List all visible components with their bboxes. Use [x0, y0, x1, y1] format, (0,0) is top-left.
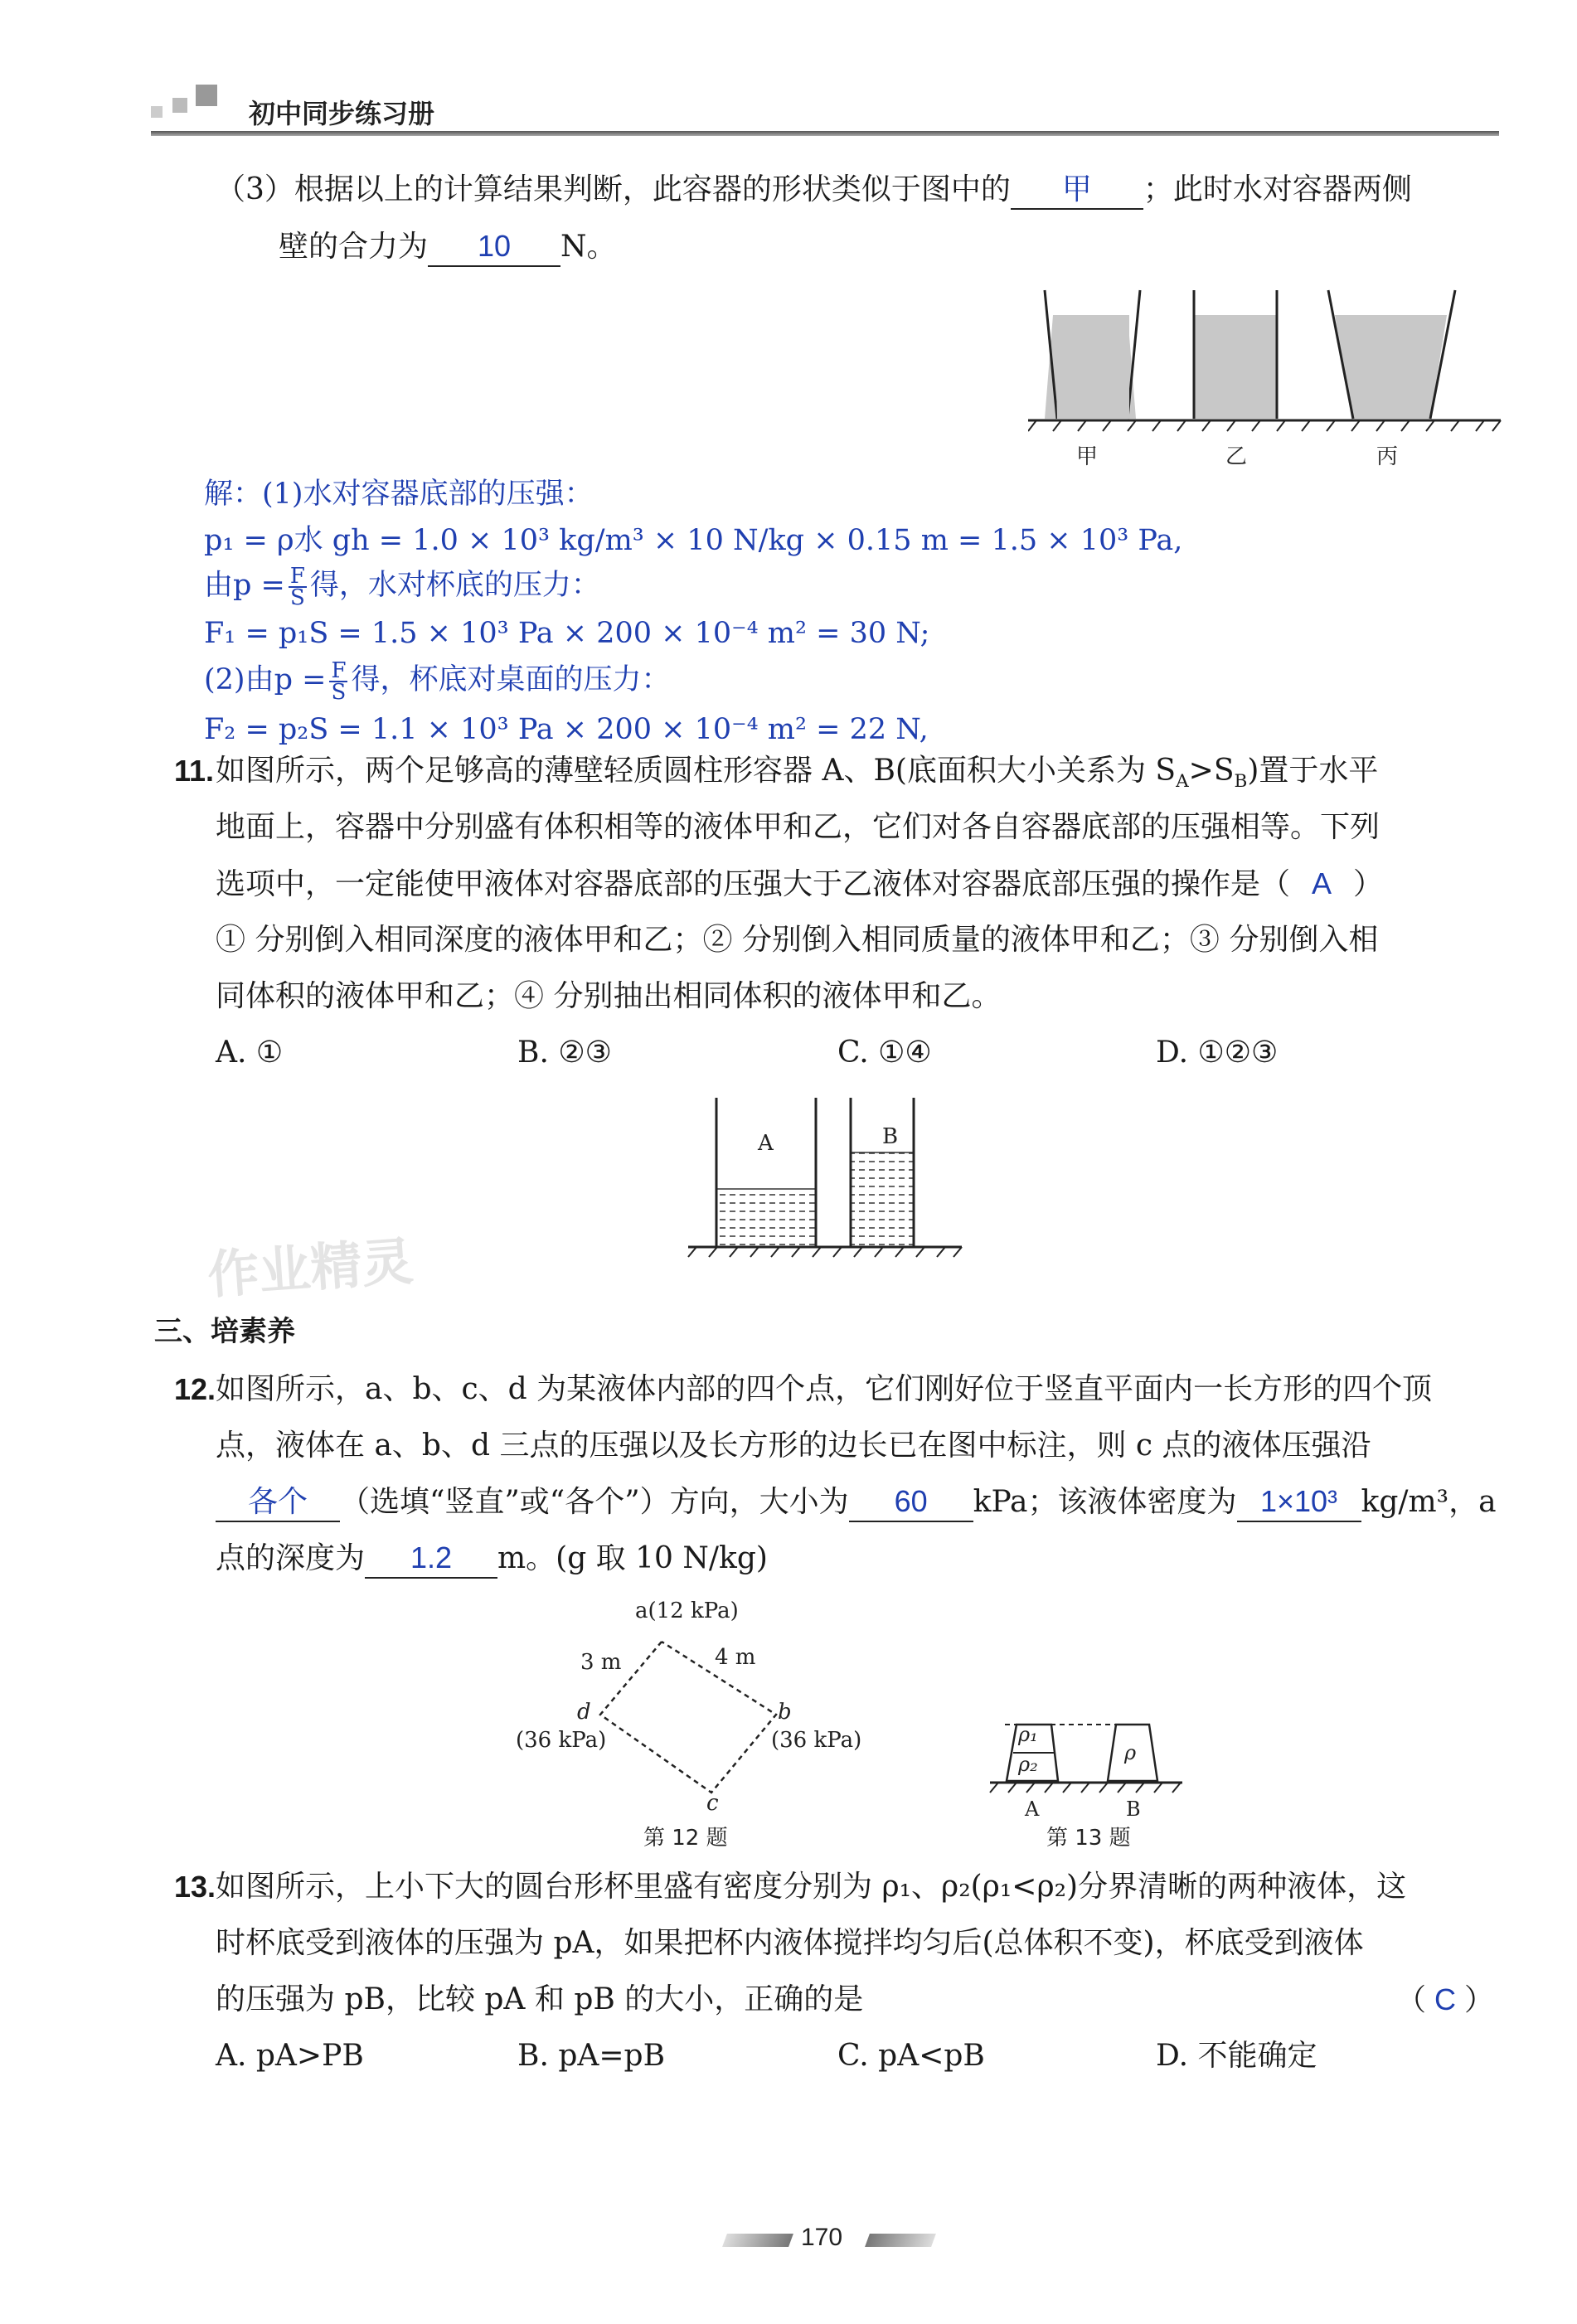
q12-line3: 各个 （选填“竖直”或“各个”）方向，大小为 60 kPa；该液体密度为 1×10³ kg/m³，a [216, 1482, 1497, 1522]
q12-caption: 第 12 题 [643, 1826, 728, 1851]
q12-label-b: b [778, 1700, 792, 1725]
solution-eq2: F₁ = p₁S = 1.5 × 10³ Pa × 200 × 10⁻⁴ m² = 30 N; [204, 617, 930, 650]
q13-label-rho: ρ [1124, 1741, 1137, 1764]
q12-answer-pressure: 60 [894, 1484, 928, 1518]
q11-option-d: D. ①②③ [1156, 1036, 1279, 1070]
solution-intro: 解：(1)水对容器底部的压强： [204, 478, 594, 511]
header-title: 初中同步练习册 [249, 98, 435, 129]
footer-deco-left [722, 2234, 793, 2247]
q10-answer-force: 10 [477, 229, 512, 263]
q13-label-rho2: ρ₂ [1018, 1753, 1038, 1776]
q12-line2: 点，液体在 a、b、d 三点的压强以及长方形的边长已在图中标注，则 c 点的液体压强沿 [216, 1429, 1371, 1463]
q13-line2: 时杯底受到液体的压强为 pA，如果把杯内液体搅拌均匀后(总体积不变)，杯底受到液体 [216, 1926, 1364, 1960]
q11-option-b: B. ②③ [517, 1036, 612, 1070]
footer-deco-right [865, 2234, 936, 2247]
q10-fig-label-yi: 乙 [1225, 444, 1248, 469]
page-number: 170 [801, 2224, 843, 2251]
section-title: 三、培素养 [154, 1315, 295, 1348]
q13-caption: 第 13 题 [1046, 1826, 1131, 1851]
q11-option-a: A. ① [216, 1036, 284, 1070]
q13-line1: 如图所示，上小下大的圆台形杯里盛有密度分别为 ρ₁、ρ₂(ρ₁<ρ₂)分界清晰的两种液体，这 [216, 1870, 1407, 1904]
q13-option-b: B. pA=pB [517, 2039, 666, 2073]
q13-label-rho1: ρ₁ [1018, 1723, 1038, 1746]
q10-part3-line1: （3）根据以上的计算结果判断，此容器的形状类似于图中的 甲 ；此时水对容器两侧 [216, 170, 1412, 210]
q13-answer-bracket: （ C ） [1396, 1982, 1495, 2017]
q12-label-ab: 4 m [715, 1645, 756, 1670]
q11-line4: ① 分别倒入相同深度的液体甲和乙；② 分别倒入相同质量的液体甲和乙；③ 分别倒入相 [216, 923, 1379, 957]
q12-answer-density: 1×10³ [1259, 1484, 1338, 1518]
solution-eq1: p₁ = ρ水 gh = 1.0 × 10³ kg/m³ × 10 N/kg × 0.15 m = 1.5 × 10³ Pa, [204, 524, 1183, 557]
q12-label-a: a(12 kPa) [635, 1599, 739, 1623]
q12-label-b-pressure: (36 kPa) [771, 1728, 862, 1753]
q10-part3-line2: 壁的合力为 10 N。 [279, 227, 617, 267]
q11-fig-label-b: B [882, 1124, 899, 1149]
q12-answer-depth: 1.2 [410, 1540, 453, 1574]
q12-label-d-pressure: (36 kPa) [516, 1728, 607, 1753]
q10-fig-label-bing: 丙 [1376, 444, 1399, 469]
header-rule [151, 131, 1499, 136]
watermark: 作业精灵 [206, 1230, 415, 1306]
q13-number: 13. [174, 1870, 216, 1904]
q12-label-d: d [577, 1700, 591, 1725]
q11-cylinder-figure [680, 1091, 978, 1265]
q10-fig-label-jia: 甲 [1076, 444, 1099, 469]
solution-eq3: F₂ = p₂S = 1.1 × 10³ Pa × 200 × 10⁻⁴ m² = 22 N, [204, 713, 929, 746]
q11-line5: 同体积的液体甲和乙；④ 分别抽出相同体积的液体甲和乙。 [216, 979, 1002, 1013]
q13-label-b: B [1126, 1798, 1141, 1821]
q11-number: 11. [174, 754, 215, 788]
q10-answer-shape: 甲 [1061, 172, 1092, 206]
q11-line1: 如图所示，两个足够高的薄壁轻质圆柱形容器 A、B(底面积大小关系为 $S_A>S_B$)置于水平 [216, 754, 1379, 793]
q12-number: 12. [174, 1372, 216, 1406]
q11-answer: A [1312, 866, 1332, 900]
q12-answer-direction: 各个 [247, 1484, 308, 1518]
q13-answer: C [1434, 1982, 1457, 2016]
q13-label-a: A [1025, 1798, 1040, 1821]
q12-line4: 点的深度为 1.2 m。(g 取 10 N/kg) [216, 1539, 768, 1579]
q12-line1: 如图所示，a、b、c、d 为某液体内部的四个点，它们刚好位于竖直平面内一长方形的四个顶 [216, 1372, 1433, 1406]
q12-label-c: c [706, 1791, 719, 1816]
q13-cup-figure [983, 1708, 1191, 1807]
header-decoration [151, 73, 242, 123]
q11-line2: 地面上，容器中分别盛有体积相等的液体甲和乙，它们对各自容器底部的压强相等。下列 [216, 810, 1380, 844]
solution-by2: (2)由p = $\frac{F}{S}$ 得，杯底对桌面的压力： [204, 657, 671, 705]
q12-label-ad: 3 m [580, 1650, 622, 1675]
q11-option-c: C. ①④ [837, 1036, 932, 1070]
q11-fig-label-a: A [758, 1131, 774, 1156]
q13-line3: 的压强为 pB，比较 pA 和 pB 的大小，正确的是 [216, 1982, 864, 2016]
q11-line3: 选项中，一定能使甲液体对容器底部的压强大于乙液体对容器底部压强的操作是（ A ） [216, 866, 1384, 901]
solution-by1: 由p = $\frac{F}{S}$ 得，水对杯底的压力： [204, 563, 600, 610]
q13-option-d: D. 不能确定 [1156, 2039, 1317, 2073]
q10-container-figure [1028, 274, 1509, 481]
q13-option-c: C. pA<pB [837, 2039, 985, 2073]
q13-option-a: A. pA>PB [216, 2039, 364, 2073]
